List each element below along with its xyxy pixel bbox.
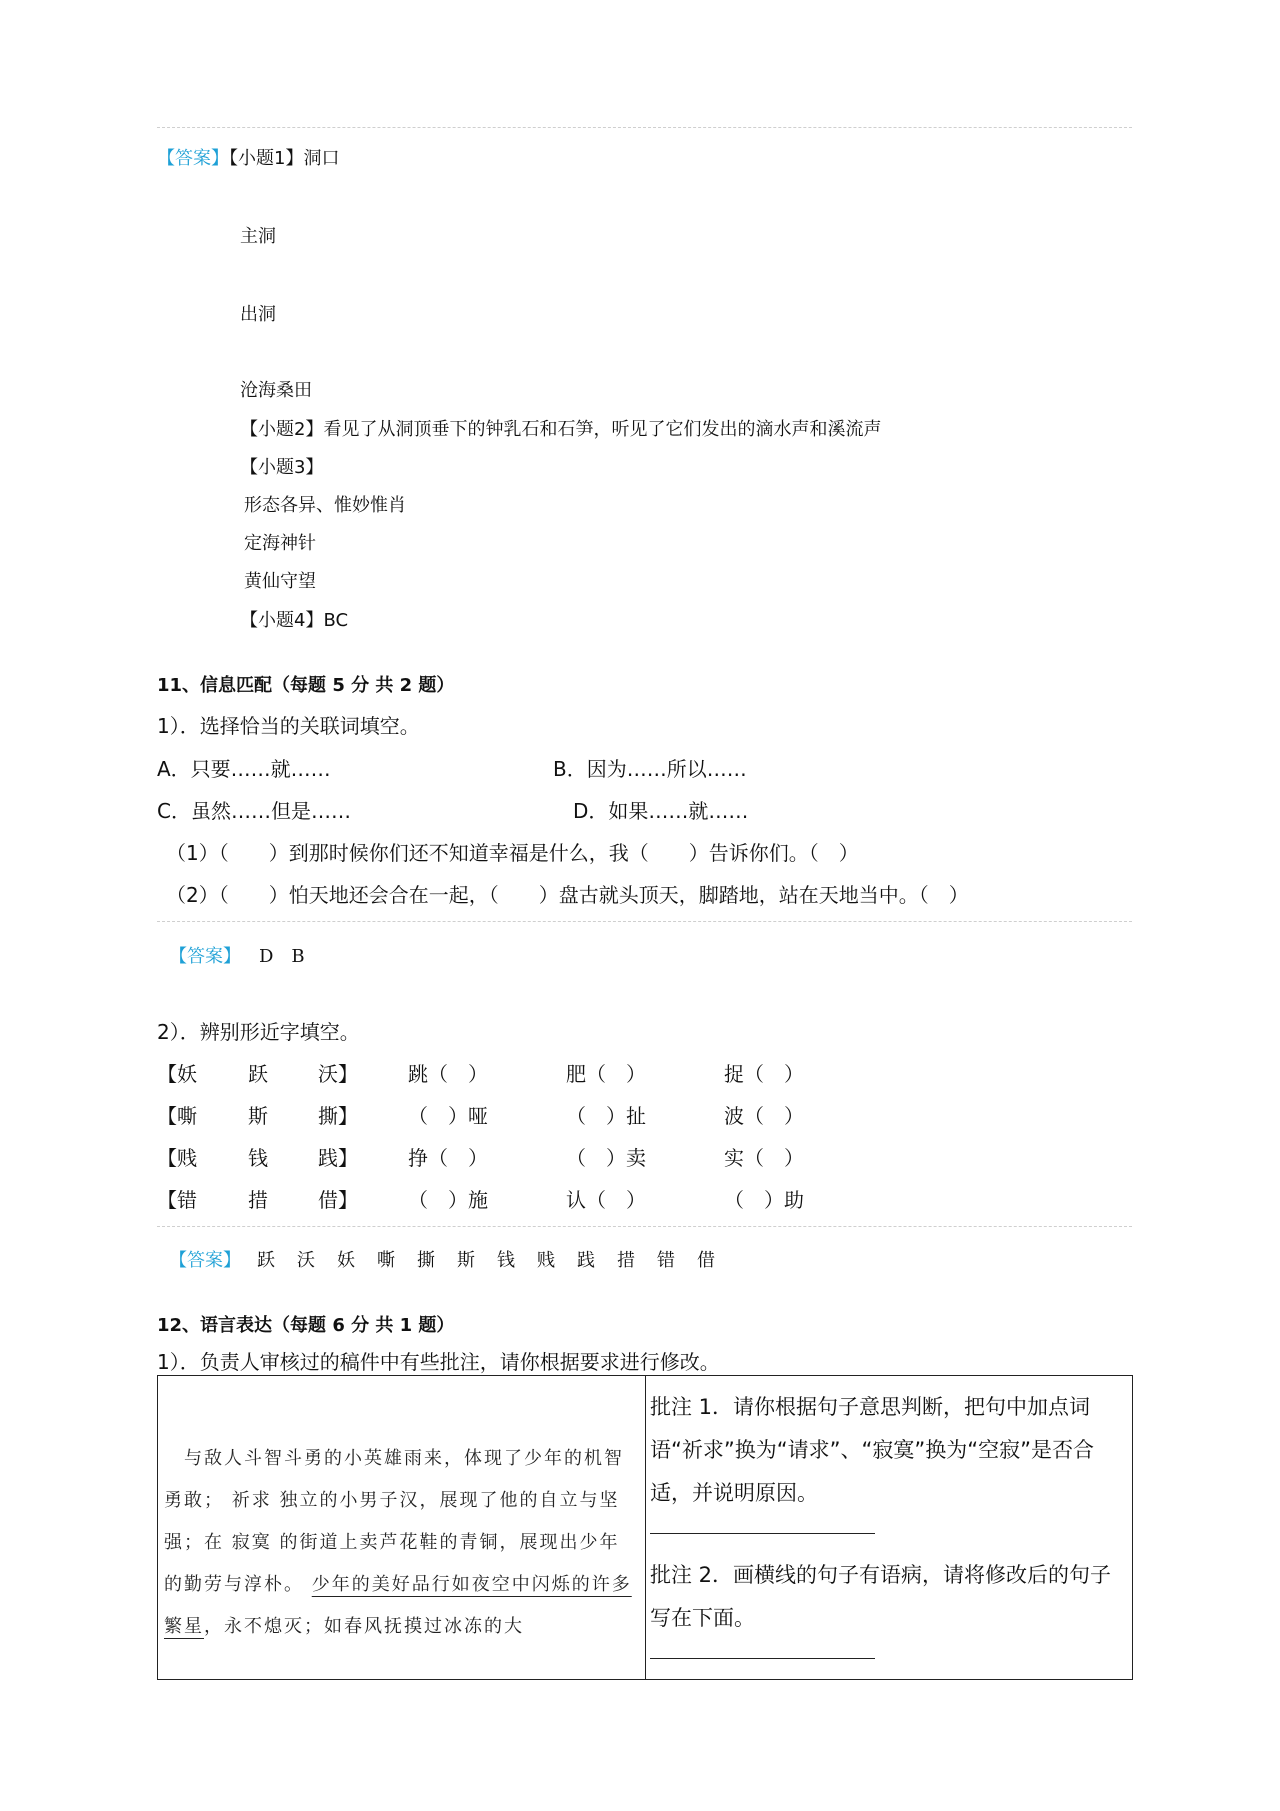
q4-answer: 【小题4】BC [240,610,349,631]
q1-answer: 【小题1】洞口 [229,148,340,169]
section-12-heading: 12、语言表达（每题 6 分 共 1 题） [157,1315,455,1336]
s12-q1-stem: 1）．负责人审核过的稿件中有些批注，请你根据要求进行修改。 [157,1350,720,1374]
s11-q2-answer [169,1246,717,1272]
blank-3-3: 实（ ） [724,1146,804,1170]
blank-1-1: 跳（ ） [408,1062,488,1086]
blank-4-1: （ ）施 [408,1188,488,1212]
q3-line-3: 黄仙守望 [244,571,316,592]
blank-4-3: （ ）助 [724,1188,804,1212]
s11-q1-answer [169,942,305,968]
answer-line-1: 主洞 [240,226,276,247]
divider-s11-q1 [157,921,1132,922]
answer-tag: 【答案】 [169,946,241,967]
passage-text: 与敌人斗智斗勇的小英雄雨来，体现了少年的机智勇敢； 祈求 独立的小男子汉，展现了他的自立与坚强；在 寂寞 的街道上卖芦花鞋的青铜，展现出少年的勤劳与淳朴。 [164,1448,624,1595]
blank-3-2: （ ）卖 [566,1146,646,1170]
q3-label: 【小题3】 [240,457,324,478]
blank-4-2: 认（ ） [566,1188,646,1212]
notes-cell [646,1376,1133,1680]
answer-block-1 [157,144,339,170]
blank-1-2: 肥（ ） [566,1062,646,1086]
option-a: A．只要……就…… [157,757,331,781]
blank-1-3: 捉（ ） [724,1062,804,1086]
blank-2-1: （ ）哑 [408,1104,488,1128]
q3-line-1: 形态各异、惟妙惟肖 [244,495,406,516]
group-2-a: 【嘶 [157,1104,197,1128]
answer-blank-2[interactable] [650,1658,875,1659]
section-11-heading: 11、信息匹配（每题 5 分 共 2 题） [157,675,455,696]
group-1-b: 跃 [248,1062,268,1086]
option-d: D．如果……就…… [573,799,749,823]
option-b: B．因为……所以…… [553,757,747,781]
group-2-b: 斯 [248,1104,268,1128]
group-4-b: 措 [248,1188,268,1212]
group-4-c: 借】 [318,1188,358,1212]
group-2-c: 撕】 [318,1104,358,1128]
option-c: C．虽然……但是…… [157,799,351,823]
divider-top [157,127,1132,128]
answer-blank-1[interactable] [650,1533,875,1534]
revision-table [157,1375,1133,1680]
note-1: 批注 1．请你根据句子意思判断，把句中加点词语“祈求”换为“请求”、“寂寞”换为“空寂”是否合适，并说明原因。 [650,1395,1095,1505]
underlined-sentence: 少年的美好品行如夜空中闪烁的许多繁星 [164,1574,632,1637]
blank-3-1: 挣（ ） [408,1146,488,1170]
blank-2-3: 波（ ） [724,1104,804,1128]
answer-line-2: 出洞 [240,304,276,325]
s11-q1-item-1: （1）（ ）到那时候你们还不知道幸福是什么，我（ ）告诉你们。（ ） [166,841,859,865]
q3-line-2: 定海神针 [244,533,316,554]
answer-tag: 【答案】 [169,1250,241,1271]
blank-2-2: （ ）扯 [566,1104,646,1128]
group-4-a: 【错 [157,1188,197,1212]
note-2: 批注 2．画横线的句子有语病，请将修改后的句子写在下面。 [650,1563,1112,1630]
s11-q1-item-2: （2）（ ）怕天地还会合在一起，（ ）盘古就头顶天，脚踏地，站在天地当中。（ ） [166,883,969,907]
q2-answer: 【小题2】看见了从洞顶垂下的钟乳石和石笋，听见了它们发出的滴水声和溪流声 [240,419,882,440]
answer-tag: 【答案】 [157,148,229,169]
divider-s11-q2 [157,1226,1132,1227]
answer-value: D B [259,946,305,967]
group-3-c: 践】 [318,1146,358,1170]
passage-tail: ，永不熄灭；如春风抚摸过冰冻的大 [204,1616,524,1637]
s11-q2-stem: 2）．辨别形近字填空。 [157,1020,360,1044]
group-1-a: 【妖 [157,1062,197,1086]
answer-line-3: 沧海桑田 [240,380,312,401]
answer-value: 跃 沃 妖 嘶 撕 斯 钱 贱 践 措 错 借 [257,1250,717,1271]
group-3-a: 【贱 [157,1146,197,1170]
s11-q1-stem: 1）．选择恰当的关联词填空。 [157,714,420,738]
group-1-c: 沃】 [318,1062,358,1086]
passage-cell [158,1376,646,1680]
group-3-b: 钱 [248,1146,268,1170]
